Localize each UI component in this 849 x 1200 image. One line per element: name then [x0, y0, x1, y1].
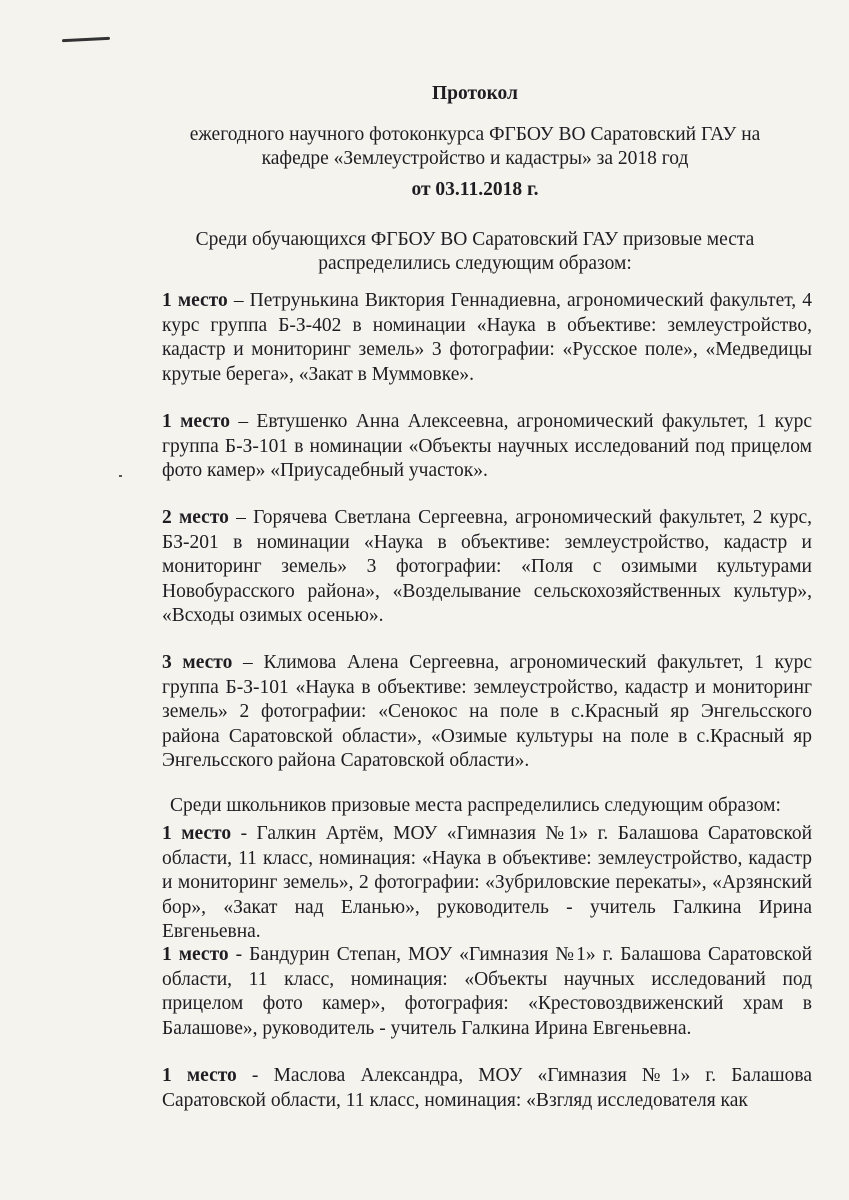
place-label: 1 место [162, 290, 228, 311]
entry-text: – Климова Алена Сергеевна, агрономический факультет, 1 курс группа Б-З-101 «Наука в объективе: землеустройство, кадастр и мониторинг земель» 2 фотографии: «Сенокос на поле в с.Красный яр Энгельсского района Саратовской области», «Озимые культуры на поле в с.Красный яр Энгельсского района Саратовской области». [162, 652, 813, 771]
entry-text: - Бандурин Степан, МОУ «Гимназия №1» г. Балашова Саратовской области, 11 класс, номинация: «Объекты научных исследований под прицелом фото камер», фотография: «Крестовоздвиженский храм в Балашове», руководитель - учитель Галкина Ирина Евгеньевна. [162, 944, 813, 1039]
place-label: 1 место [162, 944, 229, 965]
place-label: 2 место [162, 507, 229, 528]
students-intro [150, 228, 800, 276]
entry-text: – Горячева Светлана Сергеевна, агрономический факультет, 2 курс, БЗ-201 в номинации «Наука в объективе: землеустройство, кадастр и мониторинг земель» 3 фотографии: «Поля с озимыми культурами Новобурасского района», «Возделывание сельскохозяйственных культур», «Всходы озимых осенью». [162, 507, 813, 626]
subtitle-line: кафедре «Землеустройство и кадастры» за 2018 год [261, 148, 689, 169]
scan-speck [119, 475, 122, 477]
award-entry [162, 506, 812, 629]
entry-text: - Галкин Артём, МОУ «Гимназия №1» г. Балашова Саратовской области, 11 класс, номинация: «Наука в объективе: землеустройство, кадастр и мониторинг земель», 2 фотографии: «Зубриловские перекаты», «Арзянский бор», «Закат над Еланью», руководитель - учитель Галкина Ирина Евгеньевна. [162, 823, 812, 942]
award-entry [162, 1064, 812, 1113]
subtitle-line: ежегодного научного фотоконкурса ФГБОУ ВО Саратовский ГАУ на [189, 124, 761, 145]
award-entry [162, 289, 812, 387]
award-entry [162, 651, 812, 774]
award-entry [162, 822, 812, 945]
place-label: 1 место [162, 411, 230, 432]
document-subtitle [150, 123, 800, 171]
award-entry [162, 943, 812, 1041]
document-title: Протокол [432, 83, 518, 104]
document-date: от 03.11.2018 г. [411, 179, 539, 200]
place-label: 1 место [162, 1065, 237, 1086]
intro-line: распределились следующим образом: [318, 253, 632, 274]
intro-line: Среди обучающихся ФГБОУ ВО Саратовский ГАУ призовые места [195, 229, 755, 250]
scan-pen-mark [62, 37, 110, 43]
entry-text: – Евтушенко Анна Алексеевна, агрономический факультет, 1 курс группа Б-З-101 в номинации «Объекты научных исследований под прицелом фото камер» «Приусадебный участок». [162, 411, 813, 481]
award-entry [162, 410, 812, 484]
entry-text: - Маслова Александра, МОУ «Гимназия №1» г. Балашова Саратовской области, 11 класс, номинация: «Взгляд исследователя как [162, 1065, 812, 1111]
schoolchildren-intro: Среди школьников призовые места распределились следующим образом: [170, 795, 781, 816]
entry-text: – Петрунькина Виктория Геннадиевна, агрономический факультет, 4 курс группа Б-З-402 в номинации «Наука в объективе: землеустройство, кадастр и мониторинг земель» 3 фотографии: «Русское поле», «Медведицы крутые берега», «Закат в Муммовке». [162, 290, 812, 385]
place-label: 3 место [162, 652, 233, 673]
place-label: 1 место [162, 823, 232, 844]
